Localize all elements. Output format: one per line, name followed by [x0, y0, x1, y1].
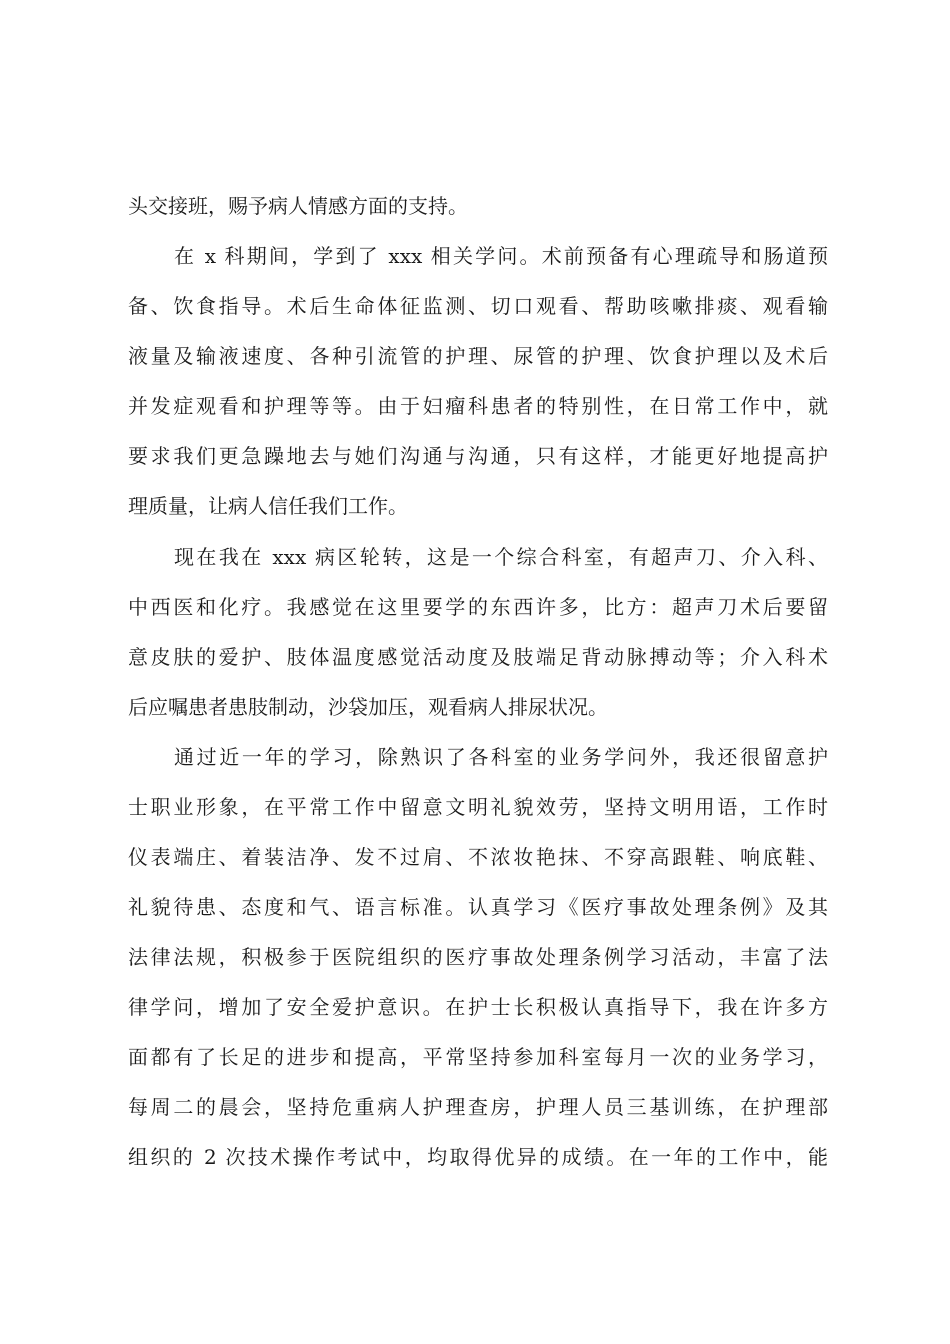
text-line: 液量及输液速度、各种引流管的护理、尿管的护理、饮食护理以及术后 — [128, 344, 828, 368]
text-line: 在 x 科期间，学到了 xxx 相关学问。术前预备有心理疏导和肠道预 — [174, 244, 828, 268]
text-line: 面都有了长足的进步和提高，平常坚持参加科室每月一次的业务学习， — [128, 1045, 828, 1069]
text-line: 头交接班，赐予病人情感方面的支持。 — [128, 194, 468, 218]
text-line: 中西医和化疗。我感觉在这里要学的东西许多，比方：超声刀术后要留 — [128, 595, 828, 619]
text-line: 组织的 2 次技术操作考试中，均取得优异的成绩。在一年的工作中，能 — [128, 1145, 828, 1169]
text-line: 备、饮食指导。术后生命体征监测、切口观看、帮助咳嗽排痰、观看输 — [128, 294, 828, 318]
text-line: 仪表端庄、着装洁净、发不过肩、不浓妆艳抹、不穿高跟鞋、响底鞋、 — [128, 845, 828, 869]
text-line: 律学问，增加了安全爱护意识。在护士长积极认真指导下，我在许多方 — [128, 995, 828, 1019]
text-line: 法律法规，积极参于医院组织的医疗事故处理条例学习活动，丰富了法 — [128, 945, 828, 969]
text-line: 后应嘱患者患肢制动，沙袋加压，观看病人排尿状况。 — [128, 695, 608, 719]
text-line: 现在我在 xxx 病区轮转，这是一个综合科室，有超声刀、介入科、 — [174, 545, 828, 569]
text-line: 意皮肤的爱护、肢体温度感觉活动度及肢端足背动脉搏动等；介入科术 — [128, 645, 828, 669]
text-line: 士职业形象，在平常工作中留意文明礼貌效劳，坚持文明用语，工作时 — [128, 795, 828, 819]
text-line: 理质量，让病人信任我们工作。 — [128, 494, 408, 518]
text-line: 礼貌待患、态度和气、语言标准。认真学习《医疗事故处理条例》及其 — [128, 895, 828, 919]
text-line: 并发症观看和护理等等。由于妇瘤科患者的特别性，在日常工作中，就 — [128, 394, 828, 418]
text-line: 通过近一年的学习，除熟识了各科室的业务学问外，我还很留意护 — [174, 745, 828, 769]
text-line: 每周二的晨会，坚持危重病人护理查房，护理人员三基训练，在护理部 — [128, 1095, 828, 1119]
text-line: 要求我们更急躁地去与她们沟通与沟通，只有这样，才能更好地提高护 — [128, 444, 828, 468]
